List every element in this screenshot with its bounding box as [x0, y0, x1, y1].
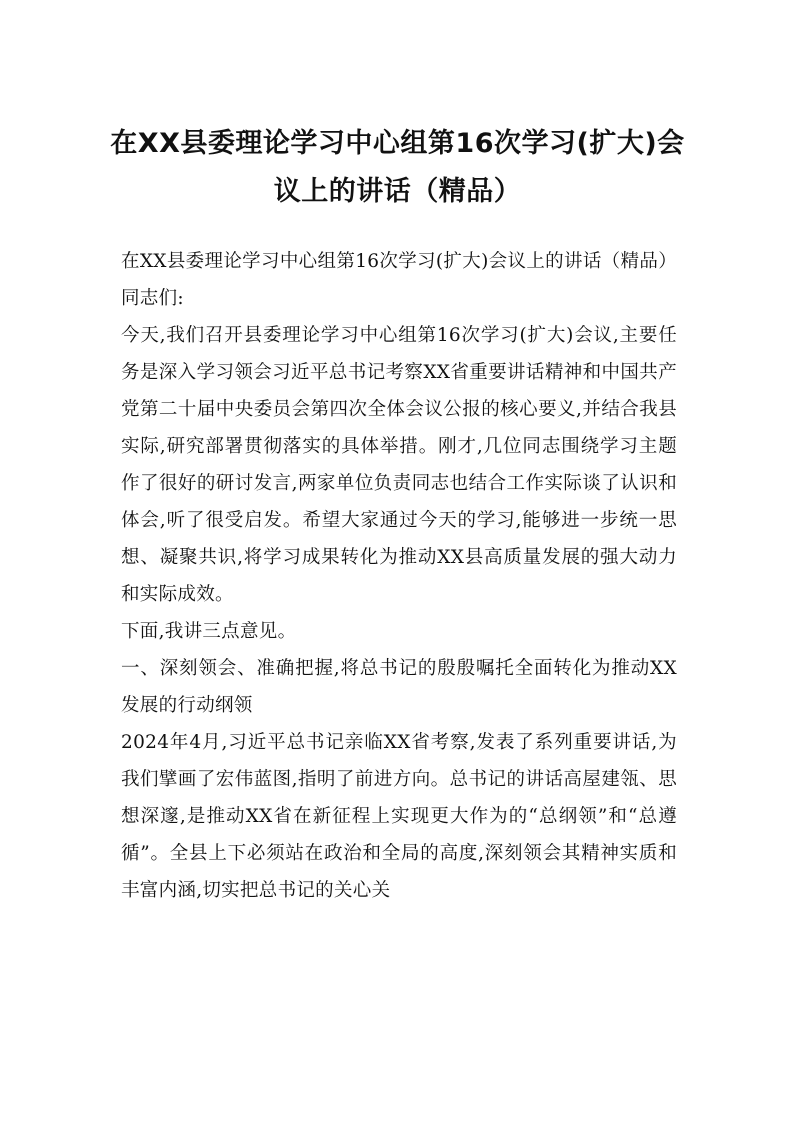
document-body	[121, 243, 677, 909]
document-title: 在XX县委理论学习中心组第16次学习(扩大)会议上的讲话（精品）	[110, 128, 685, 207]
paragraph-section-1: 2024年4月,习近平总书记亲临XX省考察,发表了系列重要讲话,为我们擘画了宏伟蓝图,指明了前进方向。总书记的讲话高屋建瓴、思想深邃,是推动XX省在新征程上实现更大作为的“总纲领”和“总遵循”。全县上下必须站在政治和全局的高度,深刻领会其精神实质和丰富内涵,切实把总书记的关心关	[121, 732, 677, 901]
section-heading-1: 一、深刻领会、准确把握,将总书记的殷殷嘱托全面转化为推动XX发展的行动纲领	[121, 658, 677, 716]
paragraph-greeting: 在XX县委理论学习中心组第16次学习(扩大)会议上的讲话（精品）同志们:	[121, 251, 677, 309]
paragraph-transition: 下面,我讲三点意见。	[121, 621, 297, 642]
paragraph-introduction: 今天,我们召开县委理论学习中心组第16次学习(扩大)会议,主要任务是深入学习领会习近平总书记考察XX省重要讲话精神和中国共产党第二十届中央委员会第四次全体会议公报的核心要义,并结合我县实际,研究部署贯彻落实的具体举措。刚才,几位同志围绕学习主题作了很好的研讨发言,两家单位负责同志也结合工作实际谈了认识和体会,听了很受启发。希望大家通过今天的学习,能够进一步统一思想、凝聚共识,将学习成果转化为推动XX县高质量发展的强大动力和实际成效。	[121, 325, 677, 605]
